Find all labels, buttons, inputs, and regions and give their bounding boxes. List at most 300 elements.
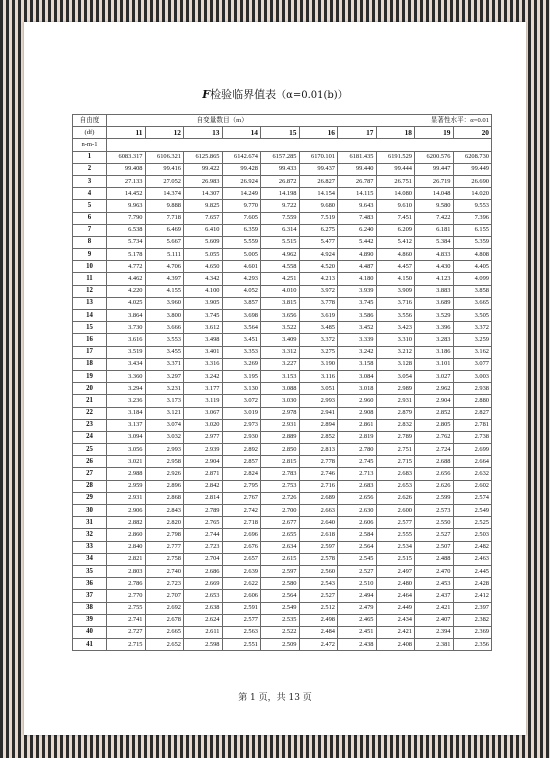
table-cell: 26.787 (338, 175, 377, 187)
table-cell: 3.556 (376, 310, 415, 322)
table-cell: 3.519 (107, 346, 146, 358)
table-cell: 4.293 (222, 273, 261, 285)
table-cell: 2.622 (222, 578, 261, 590)
table-row (73, 553, 492, 565)
table-cell: 5.359 (453, 236, 492, 248)
row-df-label: 11 (73, 273, 107, 285)
table-cell: 2.926 (145, 468, 184, 480)
table-cell: 14.080 (376, 188, 415, 200)
table-cell: 2.669 (184, 578, 223, 590)
table-cell: 5.111 (145, 249, 184, 261)
row-df-label: 31 (73, 517, 107, 529)
row-df-label: 12 (73, 285, 107, 297)
table-cell: 3.074 (145, 419, 184, 431)
table-cell: 3.745 (184, 310, 223, 322)
row-df-label: 26 (73, 456, 107, 468)
table-cell: 2.549 (261, 602, 300, 614)
row-df-label: 8 (73, 236, 107, 248)
table-cell: 2.879 (376, 407, 415, 419)
table-cell: 2.751 (376, 444, 415, 456)
table-cell: 3.283 (415, 334, 454, 346)
table-cell: 3.184 (107, 407, 146, 419)
table-cell: 3.909 (376, 285, 415, 297)
table-cell: 2.715 (107, 639, 146, 651)
table-row (73, 492, 492, 504)
table-cell: 2.449 (376, 602, 415, 614)
row-df-label: 2 (73, 163, 107, 175)
table-cell: 3.409 (261, 334, 300, 346)
table-cell: 2.861 (338, 419, 377, 431)
table-cell: 5.384 (415, 236, 454, 248)
table-cell: 6.209 (376, 224, 415, 236)
table-cell: 7.422 (415, 212, 454, 224)
table-cell: 2.741 (107, 614, 146, 626)
table-cell: 3.177 (184, 383, 223, 395)
table-cell: 2.498 (299, 614, 338, 626)
table-cell: 2.896 (145, 480, 184, 492)
table-row (73, 334, 492, 346)
row-df-label: 33 (73, 541, 107, 553)
table-cell: 3.186 (415, 346, 454, 358)
table-cell: 4.430 (415, 261, 454, 273)
table-cell: 2.577 (376, 517, 415, 529)
table-cell: 3.021 (107, 456, 146, 468)
table-cell: 3.612 (184, 322, 223, 334)
table-cell: 2.602 (453, 480, 492, 492)
row-df-label: 4 (73, 188, 107, 200)
row-df-label: 36 (73, 578, 107, 590)
table-cell: 2.931 (261, 419, 300, 431)
table-row (73, 236, 492, 248)
table-cell: 7.519 (299, 212, 338, 224)
table-cell: 5.412 (376, 236, 415, 248)
table-cell: 2.551 (222, 639, 261, 651)
table-cell: 14.452 (107, 188, 146, 200)
table-cell: 9.643 (338, 200, 377, 212)
table-cell: 9.553 (453, 200, 492, 212)
table-cell: 2.527 (299, 590, 338, 602)
table-row (73, 626, 492, 638)
table-cell: 2.640 (299, 517, 338, 529)
table-cell: 2.527 (415, 529, 454, 541)
table-cell: 2.786 (107, 578, 146, 590)
table-row (73, 285, 492, 297)
table-cell: 2.445 (453, 565, 492, 577)
table-cell: 2.563 (222, 626, 261, 638)
table-cell: 2.472 (299, 639, 338, 651)
table-cell: 2.699 (453, 444, 492, 456)
table-cell: 3.242 (184, 370, 223, 382)
row-df-label: 35 (73, 565, 107, 577)
table-cell: 3.485 (299, 322, 338, 334)
table-cell: 6208.730 (453, 151, 492, 163)
table-cell: 2.599 (415, 492, 454, 504)
table-cell: 3.455 (145, 346, 184, 358)
row-df-label: 25 (73, 444, 107, 456)
table-row (73, 273, 492, 285)
table-cell: 3.689 (415, 297, 454, 309)
table-cell: 2.653 (376, 480, 415, 492)
row-df-label: 40 (73, 626, 107, 638)
page-footer: 第 1 页，共 13 页 (238, 693, 312, 703)
table-cell: 2.742 (222, 505, 261, 517)
table-cell: 2.860 (107, 529, 146, 541)
table-row (73, 565, 492, 577)
table-cell: 2.688 (415, 456, 454, 468)
table-cell: 2.482 (453, 541, 492, 553)
table-cell: 99.433 (261, 163, 300, 175)
table-cell: 2.819 (338, 431, 377, 443)
table-cell: 2.611 (184, 626, 223, 638)
table-cell: 3.137 (107, 419, 146, 431)
table-cell: 4.099 (453, 273, 492, 285)
table-row (73, 517, 492, 529)
table-cell: 3.883 (415, 285, 454, 297)
table-cell: 2.369 (453, 626, 492, 638)
table-cell: 3.529 (415, 310, 454, 322)
table-cell: 2.356 (453, 639, 492, 651)
table-cell: 2.479 (338, 602, 377, 614)
table-cell: 4.123 (415, 273, 454, 285)
table-cell: 2.939 (184, 444, 223, 456)
table-cell: 6191.529 (376, 151, 415, 163)
table-cell: 2.827 (453, 407, 492, 419)
table-cell: 3.212 (376, 346, 415, 358)
row-df-label: 17 (73, 346, 107, 358)
table-cell: 3.372 (299, 334, 338, 346)
table-cell: 2.789 (376, 431, 415, 443)
table-cell: 2.723 (184, 541, 223, 553)
table-cell: 2.664 (453, 456, 492, 468)
row-df-label: 24 (73, 431, 107, 443)
table-cell: 3.339 (338, 334, 377, 346)
table-cell: 2.509 (261, 639, 300, 651)
table-cell: 3.372 (453, 322, 492, 334)
table-cell: 14.048 (415, 188, 454, 200)
table-cell: 2.657 (222, 553, 261, 565)
table-cell: 3.242 (338, 346, 377, 358)
table-cell: 3.360 (107, 370, 146, 382)
column-header: 12 (145, 127, 184, 139)
table-cell: 9.770 (222, 200, 261, 212)
table-cell: 2.484 (299, 626, 338, 638)
table-cell: 3.227 (261, 358, 300, 370)
table-row (73, 249, 492, 261)
table-cell: 3.116 (299, 370, 338, 382)
table-cell: 7.605 (222, 212, 261, 224)
row-df-label: 29 (73, 492, 107, 504)
table-cell: 99.416 (145, 163, 184, 175)
table-cell: 7.483 (338, 212, 377, 224)
table-cell: 14.374 (145, 188, 184, 200)
table-row (73, 456, 492, 468)
table-cell: 3.858 (453, 285, 492, 297)
table-row (73, 444, 492, 456)
table-cell: 2.850 (261, 444, 300, 456)
table-cell: 26.924 (222, 175, 261, 187)
table-cell: 2.880 (453, 395, 492, 407)
table-cell: 6.155 (453, 224, 492, 236)
table-cell: 2.663 (299, 505, 338, 517)
table-cell: 2.958 (145, 456, 184, 468)
table-cell: 2.527 (338, 565, 377, 577)
table-cell: 2.931 (107, 492, 146, 504)
column-header: 18 (376, 127, 415, 139)
table-row (73, 175, 492, 187)
row-df-label: 5 (73, 200, 107, 212)
table-cell: 2.632 (453, 468, 492, 480)
table-cell: 2.707 (145, 590, 184, 602)
table-cell: 2.397 (453, 602, 492, 614)
table-cell: 3.084 (338, 370, 377, 382)
document-page (24, 22, 526, 735)
table-cell: 6.469 (145, 224, 184, 236)
table-cell: 2.988 (107, 468, 146, 480)
row-df-label: 16 (73, 334, 107, 346)
column-header: 13 (184, 127, 223, 139)
table-cell: 2.591 (222, 602, 261, 614)
table-cell: 4.924 (299, 249, 338, 261)
table-cell: 2.480 (376, 578, 415, 590)
table-cell: 2.630 (338, 505, 377, 517)
table-row (73, 163, 492, 175)
table-cell: 2.438 (338, 639, 377, 651)
table-cell: 2.683 (338, 480, 377, 492)
table-cell: 3.778 (299, 297, 338, 309)
table-row (73, 431, 492, 443)
table-cell: 3.939 (338, 285, 377, 297)
table-cell: 3.077 (453, 358, 492, 370)
table-cell: 2.941 (299, 407, 338, 419)
table-cell: 2.382 (453, 614, 492, 626)
table-cell: 2.606 (338, 517, 377, 529)
table-cell: 3.275 (299, 346, 338, 358)
row-df-label: 20 (73, 383, 107, 395)
table-cell: 26.872 (261, 175, 300, 187)
table-cell: 2.989 (376, 383, 415, 395)
table-cell: 2.744 (184, 529, 223, 541)
title-sub: （α=0.01(b)） (276, 90, 348, 101)
table-cell: 2.908 (338, 407, 377, 419)
table-cell: 2.783 (261, 468, 300, 480)
table-cell: 2.522 (261, 626, 300, 638)
table-cell: 3.666 (145, 322, 184, 334)
f-critical-value-table (72, 114, 492, 651)
column-header: 20 (453, 127, 492, 139)
table-row (73, 480, 492, 492)
table-cell: 3.401 (184, 346, 223, 358)
table-row (73, 188, 492, 200)
table-cell: 99.437 (299, 163, 338, 175)
table-row (73, 541, 492, 553)
table-cell: 2.555 (376, 529, 415, 541)
table-cell: 5.477 (299, 236, 338, 248)
table-cell: 2.789 (184, 505, 223, 517)
table-cell: 2.813 (299, 444, 338, 456)
table-cell: 2.778 (299, 456, 338, 468)
column-header: 17 (338, 127, 377, 139)
table-cell: 2.724 (415, 444, 454, 456)
table-cell: 3.730 (107, 322, 146, 334)
table-cell: 3.434 (107, 358, 146, 370)
table-cell: 9.722 (261, 200, 300, 212)
table-cell: 2.634 (261, 541, 300, 553)
header-row-3 (73, 139, 492, 151)
table-cell: 2.564 (338, 541, 377, 553)
table-cell: 4.052 (222, 285, 261, 297)
table-cell: 2.978 (261, 407, 300, 419)
table-cell: 2.626 (376, 492, 415, 504)
table-cell: 2.746 (299, 468, 338, 480)
table-cell: 2.606 (222, 590, 261, 602)
table-cell: 2.762 (415, 431, 454, 443)
table-cell: 2.578 (299, 553, 338, 565)
table-cell: 3.665 (453, 297, 492, 309)
table-cell: 3.051 (299, 383, 338, 395)
table-cell: 2.525 (453, 517, 492, 529)
table-cell: 2.676 (222, 541, 261, 553)
table-row (73, 529, 492, 541)
table-cell: 4.962 (261, 249, 300, 261)
table-cell: 2.564 (261, 590, 300, 602)
table-cell: 6157.285 (261, 151, 300, 163)
table-cell: 6.314 (261, 224, 300, 236)
table-row (73, 200, 492, 212)
table-cell: 3.088 (261, 383, 300, 395)
table-cell: 2.465 (338, 614, 377, 626)
column-header: 15 (261, 127, 300, 139)
table-cell: 2.626 (415, 480, 454, 492)
table-cell: 3.162 (453, 346, 492, 358)
table-cell: 2.765 (184, 517, 223, 529)
table-cell: 6.538 (107, 224, 146, 236)
table-cell: 9.580 (415, 200, 454, 212)
table-cell: 99.444 (376, 163, 415, 175)
table-cell: 3.619 (299, 310, 338, 322)
table-cell: 2.428 (453, 578, 492, 590)
table-cell: 14.198 (261, 188, 300, 200)
table-cell: 3.190 (299, 358, 338, 370)
table-cell: 4.025 (107, 297, 146, 309)
table-cell: 2.745 (338, 456, 377, 468)
table-cell: 4.457 (376, 261, 415, 273)
table-cell: 3.316 (184, 358, 223, 370)
table-cell: 2.655 (261, 529, 300, 541)
table-cell: 6.275 (299, 224, 338, 236)
title-text: 检验临界值表 (210, 88, 277, 101)
table-cell: 2.653 (184, 590, 223, 602)
row-df-label: 30 (73, 505, 107, 517)
variables-label: 自变量数目（m） (107, 115, 338, 127)
table-cell: 5.559 (222, 236, 261, 248)
table-cell: 4.405 (453, 261, 492, 273)
table-cell: 99.428 (222, 163, 261, 175)
table-cell: 4.520 (299, 261, 338, 273)
table-cell: 5.442 (338, 236, 377, 248)
table-cell: 2.624 (184, 614, 223, 626)
table-cell: 3.158 (338, 358, 377, 370)
table-cell: 2.534 (376, 541, 415, 553)
table-cell: 4.397 (145, 273, 184, 285)
table-cell: 2.560 (299, 565, 338, 577)
table-cell: 3.236 (107, 395, 146, 407)
table-cell: 2.488 (415, 553, 454, 565)
table-cell: 2.930 (222, 431, 261, 443)
table-cell: 9.825 (184, 200, 223, 212)
table-cell: 4.251 (261, 273, 300, 285)
table-cell: 3.027 (415, 370, 454, 382)
table-cell: 2.597 (261, 565, 300, 577)
table-cell: 4.890 (338, 249, 377, 261)
table-cell: 2.977 (184, 431, 223, 443)
table-row (73, 346, 492, 358)
table-cell: 5.515 (261, 236, 300, 248)
table-cell: 2.718 (222, 517, 261, 529)
table-cell: 2.515 (376, 553, 415, 565)
table-cell: 2.463 (453, 553, 492, 565)
table-cell: 2.407 (415, 614, 454, 626)
table-cell: 2.960 (338, 395, 377, 407)
table-cell: 2.803 (107, 565, 146, 577)
table-row (73, 310, 492, 322)
table-cell: 2.798 (145, 529, 184, 541)
table-cell: 3.195 (222, 370, 261, 382)
table-cell: 3.522 (261, 322, 300, 334)
table-cell: 27.133 (107, 175, 146, 187)
table-cell: 5.609 (184, 236, 223, 248)
table-cell: 2.770 (107, 590, 146, 602)
table-cell: 26.719 (415, 175, 454, 187)
table-cell: 99.449 (453, 163, 492, 175)
table-cell: 3.312 (261, 346, 300, 358)
row-df-label: 7 (73, 224, 107, 236)
table-cell: 3.564 (222, 322, 261, 334)
table-cell: 4.010 (261, 285, 300, 297)
row-df-label: 14 (73, 310, 107, 322)
table-row (73, 578, 492, 590)
table-cell: 2.507 (415, 541, 454, 553)
table-cell: 2.871 (184, 468, 223, 480)
table-cell: 7.790 (107, 212, 146, 224)
row-df-label: 19 (73, 370, 107, 382)
table-cell: 2.573 (415, 505, 454, 517)
table-cell: 2.689 (299, 492, 338, 504)
table-row (73, 407, 492, 419)
table-cell: 2.889 (261, 431, 300, 443)
table-cell: 5.667 (145, 236, 184, 248)
table-cell: 3.019 (222, 407, 261, 419)
corner-label-2: (df) (73, 127, 107, 139)
table-cell: 2.904 (184, 456, 223, 468)
table-cell: 2.453 (415, 578, 454, 590)
table-cell: 3.815 (261, 297, 300, 309)
table-cell: 2.434 (376, 614, 415, 626)
significance-label: 显著性水平：α=0.01 (338, 115, 492, 127)
table-cell: 2.451 (338, 626, 377, 638)
table-cell: 3.498 (184, 334, 223, 346)
table-row (73, 261, 492, 273)
table-cell: 99.408 (107, 163, 146, 175)
page-title (24, 86, 526, 102)
table-cell: 6.359 (222, 224, 261, 236)
table-cell: 6181.435 (338, 151, 377, 163)
row-df-label: 23 (73, 419, 107, 431)
table-cell: 2.692 (145, 602, 184, 614)
table-cell: 6142.674 (222, 151, 261, 163)
table-cell: 2.740 (145, 565, 184, 577)
table-cell: 4.487 (338, 261, 377, 273)
table-cell: 99.440 (338, 163, 377, 175)
